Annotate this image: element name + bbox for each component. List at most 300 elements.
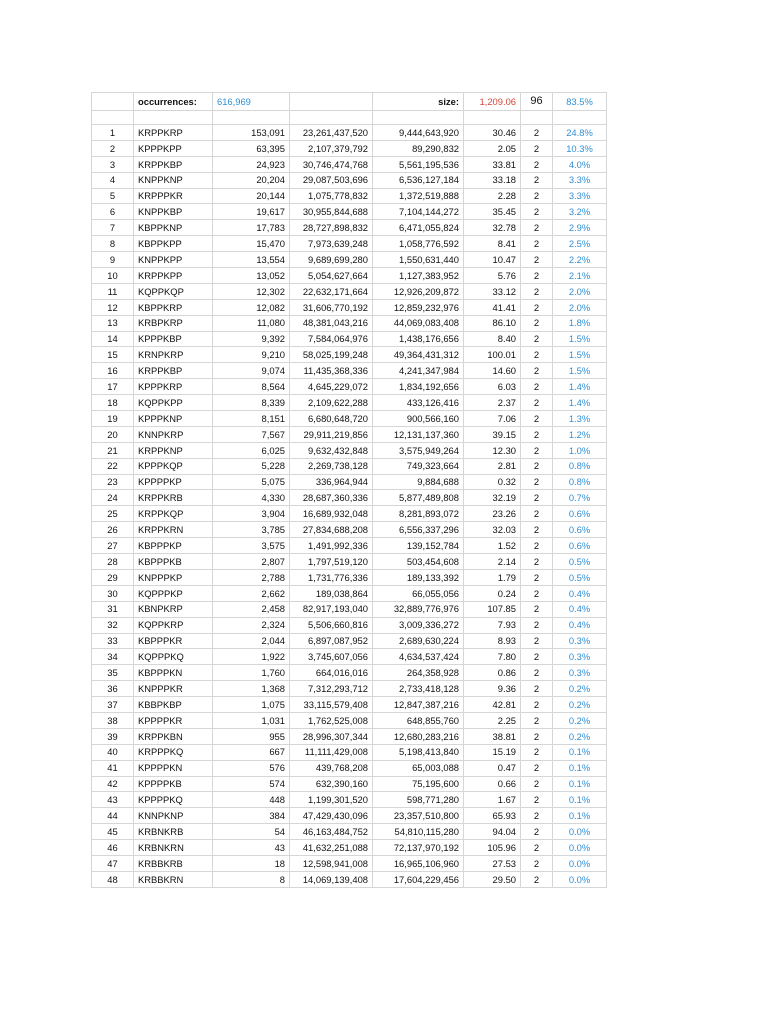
value-a-cell[interactable]: 2,269,738,128 bbox=[290, 458, 373, 474]
percent-cell[interactable]: 0.1% bbox=[553, 808, 607, 824]
occurrences-cell[interactable]: 2,458 bbox=[213, 601, 290, 617]
value-b-cell[interactable]: 12,680,283,216 bbox=[373, 728, 464, 744]
count-cell[interactable]: 2 bbox=[521, 379, 553, 395]
occurrences-cell[interactable]: 12,302 bbox=[213, 283, 290, 299]
value-b-cell[interactable]: 2,689,630,224 bbox=[373, 633, 464, 649]
percent-cell[interactable]: 2.1% bbox=[553, 268, 607, 284]
row-number-cell[interactable]: 18 bbox=[92, 395, 134, 411]
row-number-cell[interactable]: 6 bbox=[92, 204, 134, 220]
value-a-cell[interactable]: 4,645,229,072 bbox=[290, 379, 373, 395]
count-cell[interactable]: 2 bbox=[521, 633, 553, 649]
count-cell[interactable]: 2 bbox=[521, 490, 553, 506]
value-a-cell[interactable]: 30,746,474,768 bbox=[290, 156, 373, 172]
code-cell[interactable]: KPPPKNP bbox=[134, 411, 213, 427]
count-cell[interactable]: 2 bbox=[521, 601, 553, 617]
value-a-cell[interactable]: 9,632,432,848 bbox=[290, 442, 373, 458]
code-cell[interactable]: KRBBKRN bbox=[134, 871, 213, 887]
occurrences-cell[interactable]: 1,760 bbox=[213, 665, 290, 681]
value-b-cell[interactable]: 72,137,970,192 bbox=[373, 840, 464, 856]
percent-cell[interactable]: 2.0% bbox=[553, 299, 607, 315]
row-number-cell[interactable]: 42 bbox=[92, 776, 134, 792]
code-cell[interactable]: KRBBKRB bbox=[134, 855, 213, 871]
code-cell[interactable]: KBNPKRP bbox=[134, 601, 213, 617]
value-b-cell[interactable]: 900,566,160 bbox=[373, 411, 464, 427]
row-number-cell[interactable]: 34 bbox=[92, 649, 134, 665]
percent-cell[interactable]: 2.9% bbox=[553, 220, 607, 236]
percent-cell[interactable]: 0.1% bbox=[553, 744, 607, 760]
percent-cell[interactable]: 0.0% bbox=[553, 824, 607, 840]
size-cell[interactable]: 0.66 bbox=[464, 776, 521, 792]
percent-cell[interactable]: 0.1% bbox=[553, 776, 607, 792]
code-cell[interactable]: KRBNKRN bbox=[134, 840, 213, 856]
code-cell[interactable]: KRPPPKR bbox=[134, 188, 213, 204]
code-cell[interactable]: KBPPPKB bbox=[134, 554, 213, 570]
size-cell[interactable]: 33.81 bbox=[464, 156, 521, 172]
percent-cell[interactable]: 0.0% bbox=[553, 871, 607, 887]
value-b-cell[interactable]: 5,561,195,536 bbox=[373, 156, 464, 172]
percent-cell[interactable]: 0.6% bbox=[553, 538, 607, 554]
value-a-cell[interactable]: 9,689,699,280 bbox=[290, 252, 373, 268]
size-cell[interactable]: 100.01 bbox=[464, 347, 521, 363]
percent-cell[interactable]: 3.2% bbox=[553, 204, 607, 220]
code-cell[interactable]: KRBPKRP bbox=[134, 315, 213, 331]
count-cell[interactable]: 2 bbox=[521, 442, 553, 458]
occurrences-cell[interactable]: 63,395 bbox=[213, 140, 290, 156]
row-number-cell[interactable]: 37 bbox=[92, 697, 134, 713]
percent-cell[interactable]: 0.8% bbox=[553, 474, 607, 490]
value-b-cell[interactable]: 12,859,232,976 bbox=[373, 299, 464, 315]
occurrences-cell[interactable]: 6,025 bbox=[213, 442, 290, 458]
size-cell[interactable]: 7.80 bbox=[464, 649, 521, 665]
code-cell[interactable]: KRPPKRB bbox=[134, 490, 213, 506]
row-number-cell[interactable]: 41 bbox=[92, 760, 134, 776]
code-cell[interactable]: KBPPPKP bbox=[134, 538, 213, 554]
percent-cell[interactable]: 10.3% bbox=[553, 140, 607, 156]
code-cell[interactable]: KQPPPKQ bbox=[134, 649, 213, 665]
count-cell[interactable]: 2 bbox=[521, 474, 553, 490]
size-cell[interactable]: 39.15 bbox=[464, 426, 521, 442]
count-cell[interactable]: 2 bbox=[521, 172, 553, 188]
size-cell[interactable]: 23.26 bbox=[464, 506, 521, 522]
value-b-cell[interactable]: 23,357,510,800 bbox=[373, 808, 464, 824]
code-cell[interactable]: KBBPKBP bbox=[134, 697, 213, 713]
count-cell[interactable]: 2 bbox=[521, 585, 553, 601]
occurrences-cell[interactable]: 8,339 bbox=[213, 395, 290, 411]
count-cell[interactable]: 2 bbox=[521, 697, 553, 713]
value-a-cell[interactable]: 29,911,219,856 bbox=[290, 426, 373, 442]
size-cell[interactable]: 2.05 bbox=[464, 140, 521, 156]
value-b-cell[interactable]: 32,889,776,976 bbox=[373, 601, 464, 617]
percent-cell[interactable]: 2.5% bbox=[553, 236, 607, 252]
value-b-cell[interactable]: 139,152,784 bbox=[373, 538, 464, 554]
code-cell[interactable]: KRPPKRP bbox=[134, 125, 213, 141]
value-b-cell[interactable]: 3,575,949,264 bbox=[373, 442, 464, 458]
value-a-cell[interactable]: 1,797,519,120 bbox=[290, 554, 373, 570]
count-cell[interactable]: 2 bbox=[521, 220, 553, 236]
value-b-cell[interactable]: 1,834,192,656 bbox=[373, 379, 464, 395]
size-cell[interactable]: 10.47 bbox=[464, 252, 521, 268]
code-cell[interactable]: KRPPKNP bbox=[134, 442, 213, 458]
count-cell[interactable]: 2 bbox=[521, 188, 553, 204]
row-number-cell[interactable]: 21 bbox=[92, 442, 134, 458]
occurrences-cell[interactable]: 2,324 bbox=[213, 617, 290, 633]
count-cell[interactable]: 2 bbox=[521, 665, 553, 681]
value-a-cell[interactable]: 6,897,087,952 bbox=[290, 633, 373, 649]
occurrences-cell[interactable]: 5,228 bbox=[213, 458, 290, 474]
spacer-cell[interactable] bbox=[464, 111, 521, 125]
code-cell[interactable]: KPPPKBP bbox=[134, 331, 213, 347]
code-cell[interactable]: KRPPKBP bbox=[134, 156, 213, 172]
size-cell[interactable]: 86.10 bbox=[464, 315, 521, 331]
value-a-cell[interactable]: 82,917,193,040 bbox=[290, 601, 373, 617]
occurrences-cell[interactable]: 9,210 bbox=[213, 347, 290, 363]
row-number-cell[interactable]: 30 bbox=[92, 585, 134, 601]
percent-cell[interactable]: 1.4% bbox=[553, 379, 607, 395]
percent-cell[interactable]: 1.4% bbox=[553, 395, 607, 411]
code-cell[interactable]: KPPPKRP bbox=[134, 379, 213, 395]
size-cell[interactable]: 32.78 bbox=[464, 220, 521, 236]
row-number-cell[interactable]: 24 bbox=[92, 490, 134, 506]
value-a-cell[interactable]: 11,111,429,008 bbox=[290, 744, 373, 760]
row-number-cell[interactable]: 45 bbox=[92, 824, 134, 840]
value-b-cell[interactable]: 8,281,893,072 bbox=[373, 506, 464, 522]
percent-cell[interactable]: 0.2% bbox=[553, 728, 607, 744]
code-cell[interactable]: KNPPPKP bbox=[134, 569, 213, 585]
code-cell[interactable]: KBPPKRP bbox=[134, 299, 213, 315]
count-cell[interactable]: 2 bbox=[521, 252, 553, 268]
value-a-cell[interactable]: 46,163,484,752 bbox=[290, 824, 373, 840]
percent-cell[interactable]: 0.0% bbox=[553, 840, 607, 856]
percent-cell[interactable]: 0.7% bbox=[553, 490, 607, 506]
count-cell[interactable]: 2 bbox=[521, 522, 553, 538]
code-cell[interactable]: KPPPKQP bbox=[134, 458, 213, 474]
row-number-cell[interactable]: 36 bbox=[92, 681, 134, 697]
value-a-cell[interactable]: 33,115,579,408 bbox=[290, 697, 373, 713]
count-cell[interactable]: 2 bbox=[521, 283, 553, 299]
occurrences-cell[interactable]: 20,204 bbox=[213, 172, 290, 188]
count-cell[interactable]: 2 bbox=[521, 236, 553, 252]
percent-cell[interactable]: 4.0% bbox=[553, 156, 607, 172]
count-cell[interactable]: 2 bbox=[521, 776, 553, 792]
occurrences-cell[interactable]: 667 bbox=[213, 744, 290, 760]
value-b-cell[interactable]: 12,847,387,216 bbox=[373, 697, 464, 713]
value-b-cell[interactable]: 1,127,383,952 bbox=[373, 268, 464, 284]
occurrences-cell[interactable]: 576 bbox=[213, 760, 290, 776]
code-cell[interactable]: KRBNKRB bbox=[134, 824, 213, 840]
row-number-cell[interactable]: 33 bbox=[92, 633, 134, 649]
row-number-cell[interactable]: 17 bbox=[92, 379, 134, 395]
count-cell[interactable]: 2 bbox=[521, 506, 553, 522]
row-number-cell[interactable]: 20 bbox=[92, 426, 134, 442]
percent-cell[interactable]: 0.3% bbox=[553, 665, 607, 681]
code-cell[interactable]: KBPPKNP bbox=[134, 220, 213, 236]
count-cell[interactable]: 2 bbox=[521, 855, 553, 871]
value-b-cell[interactable]: 264,358,928 bbox=[373, 665, 464, 681]
code-cell[interactable]: KBPPKPP bbox=[134, 236, 213, 252]
size-cell[interactable]: 105.96 bbox=[464, 840, 521, 856]
size-cell[interactable]: 94.04 bbox=[464, 824, 521, 840]
row-number-cell[interactable]: 46 bbox=[92, 840, 134, 856]
occurrences-cell[interactable]: 5,075 bbox=[213, 474, 290, 490]
value-b-cell[interactable]: 89,290,832 bbox=[373, 140, 464, 156]
row-number-cell[interactable]: 39 bbox=[92, 728, 134, 744]
percent-cell[interactable]: 3.3% bbox=[553, 188, 607, 204]
value-b-cell[interactable]: 17,604,229,456 bbox=[373, 871, 464, 887]
code-cell[interactable]: KRPPKBP bbox=[134, 363, 213, 379]
percent-cell[interactable]: 0.1% bbox=[553, 760, 607, 776]
size-cell[interactable]: 33.18 bbox=[464, 172, 521, 188]
value-a-cell[interactable]: 189,038,864 bbox=[290, 585, 373, 601]
value-b-cell[interactable]: 54,810,115,280 bbox=[373, 824, 464, 840]
occurrences-cell[interactable]: 1,922 bbox=[213, 649, 290, 665]
value-b-cell[interactable]: 749,323,664 bbox=[373, 458, 464, 474]
percent-cell[interactable]: 0.6% bbox=[553, 522, 607, 538]
row-number-cell[interactable]: 12 bbox=[92, 299, 134, 315]
value-b-cell[interactable]: 7,104,144,272 bbox=[373, 204, 464, 220]
row-number-cell[interactable]: 32 bbox=[92, 617, 134, 633]
occurrences-cell[interactable]: 8,151 bbox=[213, 411, 290, 427]
percent-cell[interactable]: 0.2% bbox=[553, 712, 607, 728]
occurrences-cell[interactable]: 54 bbox=[213, 824, 290, 840]
count-cell[interactable]: 2 bbox=[521, 411, 553, 427]
code-cell[interactable]: KPPPPKN bbox=[134, 760, 213, 776]
occurrences-cell[interactable]: 1,031 bbox=[213, 712, 290, 728]
occurrences-cell[interactable]: 4,330 bbox=[213, 490, 290, 506]
occurrences-cell[interactable]: 17,783 bbox=[213, 220, 290, 236]
occurrences-cell[interactable]: 448 bbox=[213, 792, 290, 808]
occurrences-cell[interactable]: 1,368 bbox=[213, 681, 290, 697]
percent-cell[interactable]: 1.0% bbox=[553, 442, 607, 458]
count-cell[interactable]: 2 bbox=[521, 760, 553, 776]
occurrences-cell[interactable]: 19,617 bbox=[213, 204, 290, 220]
count-cell[interactable]: 2 bbox=[521, 569, 553, 585]
occurrences-cell[interactable]: 3,904 bbox=[213, 506, 290, 522]
row-number-cell[interactable]: 26 bbox=[92, 522, 134, 538]
value-a-cell[interactable]: 632,390,160 bbox=[290, 776, 373, 792]
value-a-cell[interactable]: 1,199,301,520 bbox=[290, 792, 373, 808]
percent-cell[interactable]: 0.4% bbox=[553, 601, 607, 617]
value-a-cell[interactable]: 3,745,607,056 bbox=[290, 649, 373, 665]
percent-cell[interactable]: 0.6% bbox=[553, 506, 607, 522]
value-a-cell[interactable]: 23,261,437,520 bbox=[290, 125, 373, 141]
count-cell[interactable]: 2 bbox=[521, 395, 553, 411]
occurrences-cell[interactable]: 20,144 bbox=[213, 188, 290, 204]
size-cell[interactable]: 35.45 bbox=[464, 204, 521, 220]
code-cell[interactable]: KQPPKPP bbox=[134, 395, 213, 411]
value-a-cell[interactable]: 30,955,844,688 bbox=[290, 204, 373, 220]
value-a-cell[interactable]: 5,054,627,664 bbox=[290, 268, 373, 284]
value-b-cell[interactable]: 1,058,776,592 bbox=[373, 236, 464, 252]
size-cell[interactable]: 2.28 bbox=[464, 188, 521, 204]
code-cell[interactable]: KQPPKQP bbox=[134, 283, 213, 299]
value-b-cell[interactable]: 1,550,631,440 bbox=[373, 252, 464, 268]
count-cell[interactable]: 2 bbox=[521, 744, 553, 760]
row-number-cell[interactable]: 1 bbox=[92, 125, 134, 141]
value-b-cell[interactable]: 49,364,431,312 bbox=[373, 347, 464, 363]
value-b-cell[interactable]: 44,069,083,408 bbox=[373, 315, 464, 331]
row-number-cell[interactable]: 35 bbox=[92, 665, 134, 681]
code-cell[interactable]: KQPPKRP bbox=[134, 617, 213, 633]
percent-cell[interactable]: 0.3% bbox=[553, 633, 607, 649]
value-a-cell[interactable]: 27,834,688,208 bbox=[290, 522, 373, 538]
value-a-cell[interactable]: 28,687,360,336 bbox=[290, 490, 373, 506]
value-a-cell[interactable]: 7,973,639,248 bbox=[290, 236, 373, 252]
value-b-cell[interactable]: 5,198,413,840 bbox=[373, 744, 464, 760]
value-b-cell[interactable]: 433,126,416 bbox=[373, 395, 464, 411]
percent-cell[interactable]: 0.0% bbox=[553, 855, 607, 871]
value-a-cell[interactable]: 336,964,944 bbox=[290, 474, 373, 490]
count-cell[interactable]: 2 bbox=[521, 712, 553, 728]
row-number-cell[interactable]: 23 bbox=[92, 474, 134, 490]
count-cell[interactable]: 2 bbox=[521, 140, 553, 156]
size-cell[interactable]: 0.24 bbox=[464, 585, 521, 601]
code-cell[interactable]: KPPPPKQ bbox=[134, 792, 213, 808]
size-cell[interactable]: 15.19 bbox=[464, 744, 521, 760]
row-number-cell[interactable]: 27 bbox=[92, 538, 134, 554]
value-a-cell[interactable]: 28,996,307,344 bbox=[290, 728, 373, 744]
count-cell[interactable]: 2 bbox=[521, 299, 553, 315]
percent-cell[interactable]: 0.2% bbox=[553, 681, 607, 697]
size-cell[interactable]: 33.12 bbox=[464, 283, 521, 299]
value-b-cell[interactable]: 598,771,280 bbox=[373, 792, 464, 808]
code-cell[interactable]: KBPPPKN bbox=[134, 665, 213, 681]
value-a-cell[interactable]: 28,727,898,832 bbox=[290, 220, 373, 236]
occurrences-label[interactable]: occurrences: bbox=[134, 93, 213, 111]
count-cell[interactable]: 2 bbox=[521, 649, 553, 665]
occurrences-cell[interactable]: 9,392 bbox=[213, 331, 290, 347]
value-b-cell[interactable]: 6,536,127,184 bbox=[373, 172, 464, 188]
size-cell[interactable]: 12.30 bbox=[464, 442, 521, 458]
value-b-cell[interactable]: 2,733,418,128 bbox=[373, 681, 464, 697]
percent-cell[interactable]: 0.4% bbox=[553, 585, 607, 601]
row-number-cell[interactable]: 9 bbox=[92, 252, 134, 268]
occurrences-cell[interactable]: 43 bbox=[213, 840, 290, 856]
size-cell[interactable]: 65.93 bbox=[464, 808, 521, 824]
occurrences-cell[interactable]: 3,575 bbox=[213, 538, 290, 554]
count-cell[interactable]: 2 bbox=[521, 824, 553, 840]
code-cell[interactable]: KPPPPKR bbox=[134, 712, 213, 728]
occurrences-cell[interactable]: 3,785 bbox=[213, 522, 290, 538]
occurrences-cell[interactable]: 2,807 bbox=[213, 554, 290, 570]
row-number-cell[interactable]: 44 bbox=[92, 808, 134, 824]
occurrences-cell[interactable]: 24,923 bbox=[213, 156, 290, 172]
size-cell[interactable]: 29.50 bbox=[464, 871, 521, 887]
value-b-cell[interactable]: 65,003,088 bbox=[373, 760, 464, 776]
occurrences-cell[interactable]: 384 bbox=[213, 808, 290, 824]
value-a-cell[interactable]: 5,506,660,816 bbox=[290, 617, 373, 633]
percent-cell[interactable]: 2.2% bbox=[553, 252, 607, 268]
size-cell[interactable]: 8.40 bbox=[464, 331, 521, 347]
row-number-cell[interactable]: 38 bbox=[92, 712, 134, 728]
size-cell[interactable]: 7.06 bbox=[464, 411, 521, 427]
code-cell[interactable]: KRPPKPP bbox=[134, 268, 213, 284]
spacer-cell[interactable] bbox=[134, 111, 213, 125]
value-a-cell[interactable]: 22,632,171,664 bbox=[290, 283, 373, 299]
value-b-cell[interactable]: 503,454,608 bbox=[373, 554, 464, 570]
row-number-cell[interactable]: 29 bbox=[92, 569, 134, 585]
size-cell[interactable]: 5.76 bbox=[464, 268, 521, 284]
row-number-cell[interactable]: 7 bbox=[92, 220, 134, 236]
occurrences-cell[interactable]: 1,075 bbox=[213, 697, 290, 713]
size-cell[interactable]: 107.85 bbox=[464, 601, 521, 617]
code-cell[interactable]: KNPPKNP bbox=[134, 172, 213, 188]
code-cell[interactable]: KRPPKQP bbox=[134, 506, 213, 522]
value-a-cell[interactable]: 6,680,648,720 bbox=[290, 411, 373, 427]
occurrences-cell[interactable]: 7,567 bbox=[213, 426, 290, 442]
spacer-cell[interactable] bbox=[213, 111, 290, 125]
value-b-cell[interactable]: 12,926,209,872 bbox=[373, 283, 464, 299]
value-a-cell[interactable]: 16,689,932,048 bbox=[290, 506, 373, 522]
size-cell[interactable]: 2.37 bbox=[464, 395, 521, 411]
size-cell[interactable]: 41.41 bbox=[464, 299, 521, 315]
spacer-cell[interactable] bbox=[290, 111, 373, 125]
value-b-cell[interactable]: 6,471,055,824 bbox=[373, 220, 464, 236]
spacer-cell[interactable] bbox=[521, 111, 553, 125]
count-cell[interactable]: 2 bbox=[521, 681, 553, 697]
percent-cell[interactable]: 3.3% bbox=[553, 172, 607, 188]
spacer-cell[interactable] bbox=[553, 111, 607, 125]
row-number-cell[interactable]: 11 bbox=[92, 283, 134, 299]
percent-cell[interactable]: 1.2% bbox=[553, 426, 607, 442]
code-cell[interactable]: KNNPKNP bbox=[134, 808, 213, 824]
value-b-cell[interactable]: 648,855,760 bbox=[373, 712, 464, 728]
value-b-cell[interactable]: 5,877,489,808 bbox=[373, 490, 464, 506]
value-a-cell[interactable]: 31,606,770,192 bbox=[290, 299, 373, 315]
count-cell[interactable]: 2 bbox=[521, 363, 553, 379]
percent-value[interactable]: 83.5% bbox=[553, 93, 607, 111]
size-cell[interactable]: 2.81 bbox=[464, 458, 521, 474]
count-cell[interactable]: 2 bbox=[521, 840, 553, 856]
row-number-cell[interactable]: 16 bbox=[92, 363, 134, 379]
count-cell[interactable]: 2 bbox=[521, 125, 553, 141]
row-number-cell[interactable]: 2 bbox=[92, 140, 134, 156]
size-cell[interactable]: 2.14 bbox=[464, 554, 521, 570]
occurrences-cell[interactable]: 18 bbox=[213, 855, 290, 871]
occurrences-cell[interactable]: 15,470 bbox=[213, 236, 290, 252]
count-cell[interactable]: 2 bbox=[521, 426, 553, 442]
percent-cell[interactable]: 1.8% bbox=[553, 315, 607, 331]
row-number-cell[interactable]: 15 bbox=[92, 347, 134, 363]
count-cell[interactable]: 2 bbox=[521, 617, 553, 633]
code-cell[interactable]: KRPPKRN bbox=[134, 522, 213, 538]
value-b-cell[interactable]: 4,241,347,984 bbox=[373, 363, 464, 379]
value-b-cell[interactable]: 1,438,176,656 bbox=[373, 331, 464, 347]
value-a-cell[interactable]: 12,598,941,008 bbox=[290, 855, 373, 871]
summary-empty-cell[interactable] bbox=[92, 93, 134, 111]
value-b-cell[interactable]: 6,556,337,296 bbox=[373, 522, 464, 538]
code-cell[interactable]: KNPPKBP bbox=[134, 204, 213, 220]
count-cell[interactable]: 2 bbox=[521, 347, 553, 363]
percent-cell[interactable]: 0.4% bbox=[553, 617, 607, 633]
occurrences-cell[interactable]: 574 bbox=[213, 776, 290, 792]
row-number-cell[interactable]: 28 bbox=[92, 554, 134, 570]
count-cell[interactable]: 2 bbox=[521, 458, 553, 474]
value-a-cell[interactable]: 2,109,622,288 bbox=[290, 395, 373, 411]
code-cell[interactable]: KPPPPKP bbox=[134, 474, 213, 490]
percent-cell[interactable]: 0.1% bbox=[553, 792, 607, 808]
size-cell[interactable]: 14.60 bbox=[464, 363, 521, 379]
count-value[interactable]: 96 bbox=[521, 93, 553, 111]
row-number-cell[interactable]: 13 bbox=[92, 315, 134, 331]
size-cell[interactable]: 2.25 bbox=[464, 712, 521, 728]
code-cell[interactable]: KRPPPKQ bbox=[134, 744, 213, 760]
percent-cell[interactable]: 1.5% bbox=[553, 331, 607, 347]
size-cell[interactable]: 7.93 bbox=[464, 617, 521, 633]
size-cell[interactable]: 1.79 bbox=[464, 569, 521, 585]
value-a-cell[interactable]: 1,731,776,336 bbox=[290, 569, 373, 585]
count-cell[interactable]: 2 bbox=[521, 331, 553, 347]
code-cell[interactable]: KRNPKRP bbox=[134, 347, 213, 363]
